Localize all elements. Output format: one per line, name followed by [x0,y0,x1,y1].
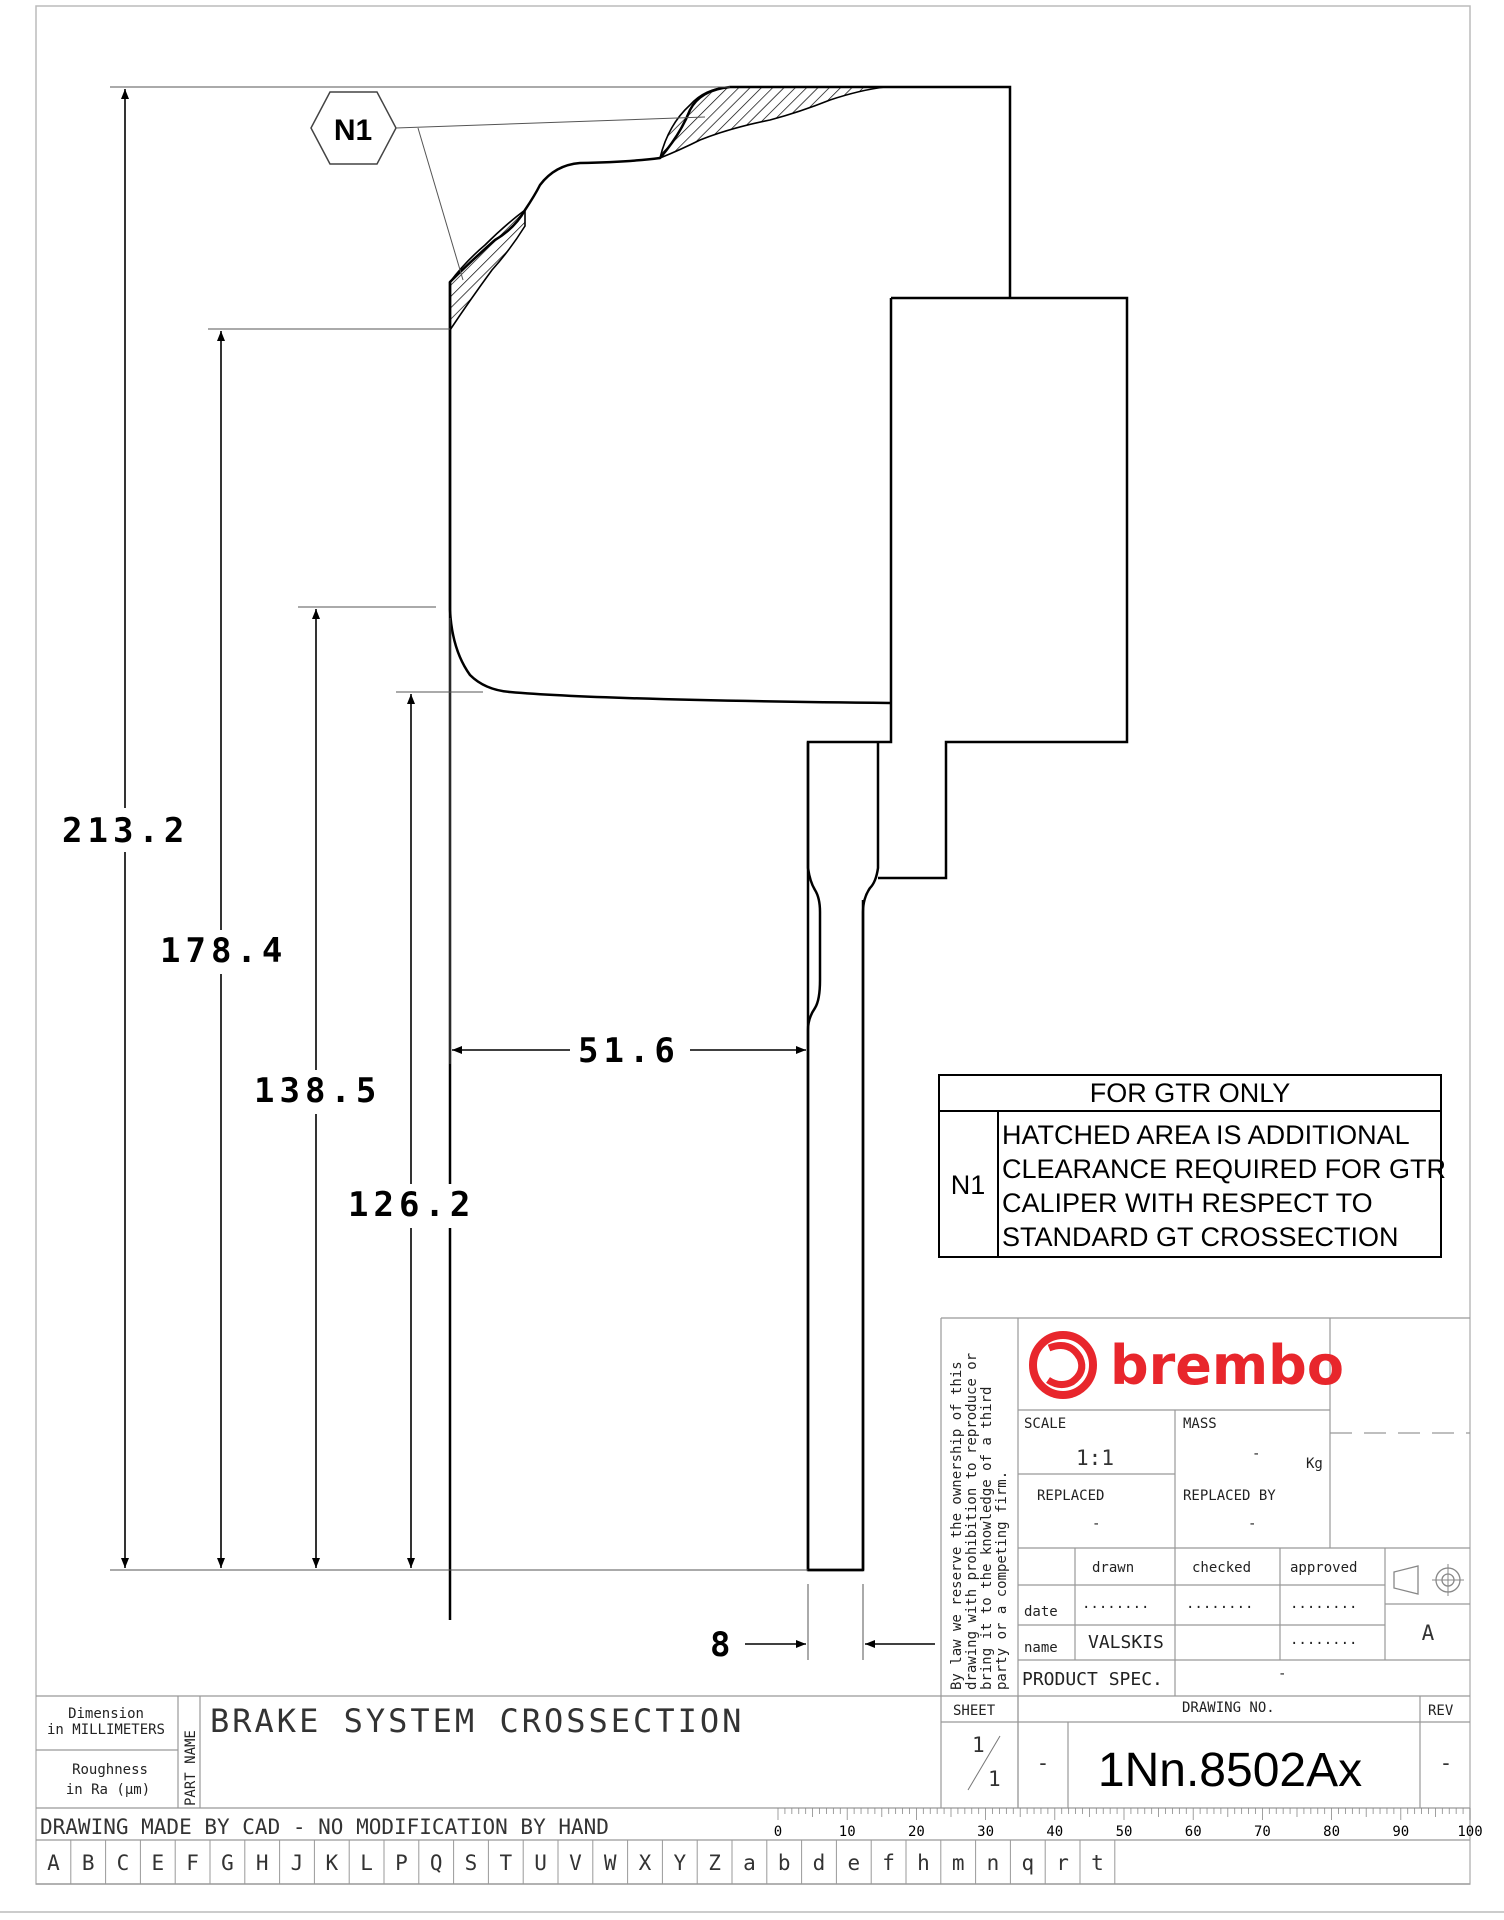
cad-note: DRAWING MADE BY CAD - NO MODIFICATION BY HAND [40,1815,609,1839]
rev-label: REV [1428,1703,1454,1719]
grid-letter: V [569,1851,582,1875]
n1-hex-label: N1 [333,114,373,147]
ruler-label: 50 [1115,1824,1133,1840]
mass-unit: Kg [1306,1456,1323,1472]
grid-letter: A [47,1851,60,1875]
projection-symbol-icon [1394,1564,1464,1596]
ruler-label: 10 [838,1824,856,1840]
product-spec-label: PRODUCT SPEC. [1022,1669,1163,1690]
grid-letter: E [151,1851,165,1875]
ruler-label: 20 [907,1824,925,1840]
note-tag: N1 [950,1170,986,1200]
replaced-label: REPLACED [1037,1488,1105,1504]
grid-letter: m [951,1851,965,1875]
ruler-label: 30 [977,1824,995,1840]
dim-213: 213.2 [62,811,190,851]
title-block [36,1318,1470,1884]
grid-letter: U [534,1851,547,1875]
note-header: FOR GTR ONLY [1089,1078,1291,1108]
grid-letter: r [1056,1851,1069,1875]
part-name: BRAKE SYSTEM CROSSECTION [210,1702,745,1740]
legal-note [949,1353,1010,1690]
note-line-2: CLEARANCE REQUIRED FOR GTR [1002,1154,1447,1184]
hatched-area-top [660,87,885,158]
hatched-area-side [450,210,525,330]
grid-letter: q [1021,1851,1035,1875]
grid-letter: S [464,1851,478,1875]
grid-letter: F [186,1851,199,1875]
svg-text:By law we reserve the ownershi: By law we reserve the ownership of this [949,1361,965,1690]
replaced-by-label: REPLACED BY [1183,1488,1276,1504]
note-line-4: STANDARD GT CROSSECTION [1002,1222,1399,1252]
grid-letter: Y [673,1851,687,1875]
dim-126: 126.2 [348,1185,476,1225]
roughness-label-1: Roughness [72,1762,148,1778]
ruler-label: 40 [1046,1824,1064,1840]
ruler-label: 90 [1392,1824,1410,1840]
roughness-label-2: in Ra (µm) [65,1782,151,1798]
date-approved-dots: ........ [1290,1596,1358,1612]
ruler [778,1808,1470,1820]
replaced-by-value: - [1248,1516,1257,1532]
dim-8: 8 [710,1625,736,1665]
grid-letter: W [603,1851,617,1875]
scale-value: 1:1 [1076,1446,1114,1470]
ruler-label: 60 [1184,1824,1202,1840]
ruler-label: 0 [773,1824,783,1840]
replaced-value: - [1092,1516,1101,1532]
dimension-lines [110,87,935,1660]
note-line-3: CALIPER WITH RESPECT TO [1002,1188,1373,1218]
dim-178: 178.4 [160,931,288,971]
grid-letter: f [882,1851,895,1875]
product-spec-value: - [1278,1666,1287,1682]
name-label: name [1024,1640,1058,1656]
grid-letter: B [81,1851,95,1875]
sheet-label: SHEET [953,1703,996,1719]
mass-value: - [1252,1446,1261,1462]
ruler-label: 70 [1253,1824,1271,1840]
sheet-number: 1 [972,1733,985,1757]
approved-label: approved [1290,1560,1358,1576]
date-label: date [1024,1604,1058,1620]
grid-letter: P [395,1851,408,1875]
caliper-wheel-profile [450,87,1010,1620]
dim-138: 138.5 [254,1071,382,1111]
dimension-label-1: Dimension [68,1706,144,1722]
svg-text:bring it to the knowledge of a: bring it to the knowledge of a third [979,1386,995,1690]
checked-label: checked [1192,1560,1252,1576]
grid-letter: t [1091,1851,1104,1875]
grid-letter: d [812,1851,826,1875]
brembo-wordmark: brembo [1110,1334,1344,1397]
grid-letter: X [638,1851,652,1875]
dimension-values [56,808,735,1665]
dim-51: 51.6 [578,1031,680,1071]
grid-letter: b [777,1851,791,1875]
drawn-label: drawn [1092,1560,1135,1576]
note-line-1: HATCHED AREA IS ADDITIONAL [1002,1120,1410,1150]
name-approved-dots: ........ [1290,1632,1358,1648]
scale-label: SCALE [1024,1416,1067,1432]
grid-letter: a [743,1851,756,1875]
grid-letter-row [47,1840,1115,1884]
svg-text:drawing with prohibition to re: drawing with prohibition to reproduce or [964,1352,980,1690]
svg-text:party or a competing firm.: party or a competing firm. [994,1470,1010,1690]
projection-letter: A [1421,1621,1435,1645]
drawing-prefix: - [1036,1751,1050,1775]
drawing-no-label: DRAWING NO. [1182,1700,1275,1716]
mass-label: MASS [1183,1416,1217,1432]
grid-letter: J [290,1851,304,1875]
sheet-total: 1 [988,1767,1001,1791]
date-checked-dots: ........ [1186,1596,1254,1612]
grid-letter: n [986,1851,1000,1875]
dimension-label-2: in MILLIMETERS [46,1722,166,1738]
grid-letter: L [360,1851,373,1875]
grid-letter: K [325,1851,339,1875]
brembo-logo [1033,1334,1344,1397]
grid-letter: h [917,1851,930,1875]
grid-letter: e [847,1851,861,1875]
drawn-name: VALSKIS [1088,1632,1164,1653]
grid-letter: T [499,1851,513,1875]
date-drawn-dots: ........ [1082,1596,1150,1612]
ruler-label: 80 [1323,1824,1341,1840]
note-table [939,1075,1446,1257]
drawing-number: 1Nn.8502Ax [1097,1744,1363,1797]
grid-letter: H [255,1851,269,1875]
grid-letter: G [221,1851,234,1875]
ruler-labels [774,1824,1483,1840]
ruler-label: 100 [1457,1824,1483,1840]
grid-letter: Z [708,1851,721,1875]
grid-letter: Q [429,1851,443,1875]
grid-letter: C [116,1851,130,1875]
part-name-label: PART NAME [183,1730,199,1806]
rev-value: - [1439,1751,1453,1775]
